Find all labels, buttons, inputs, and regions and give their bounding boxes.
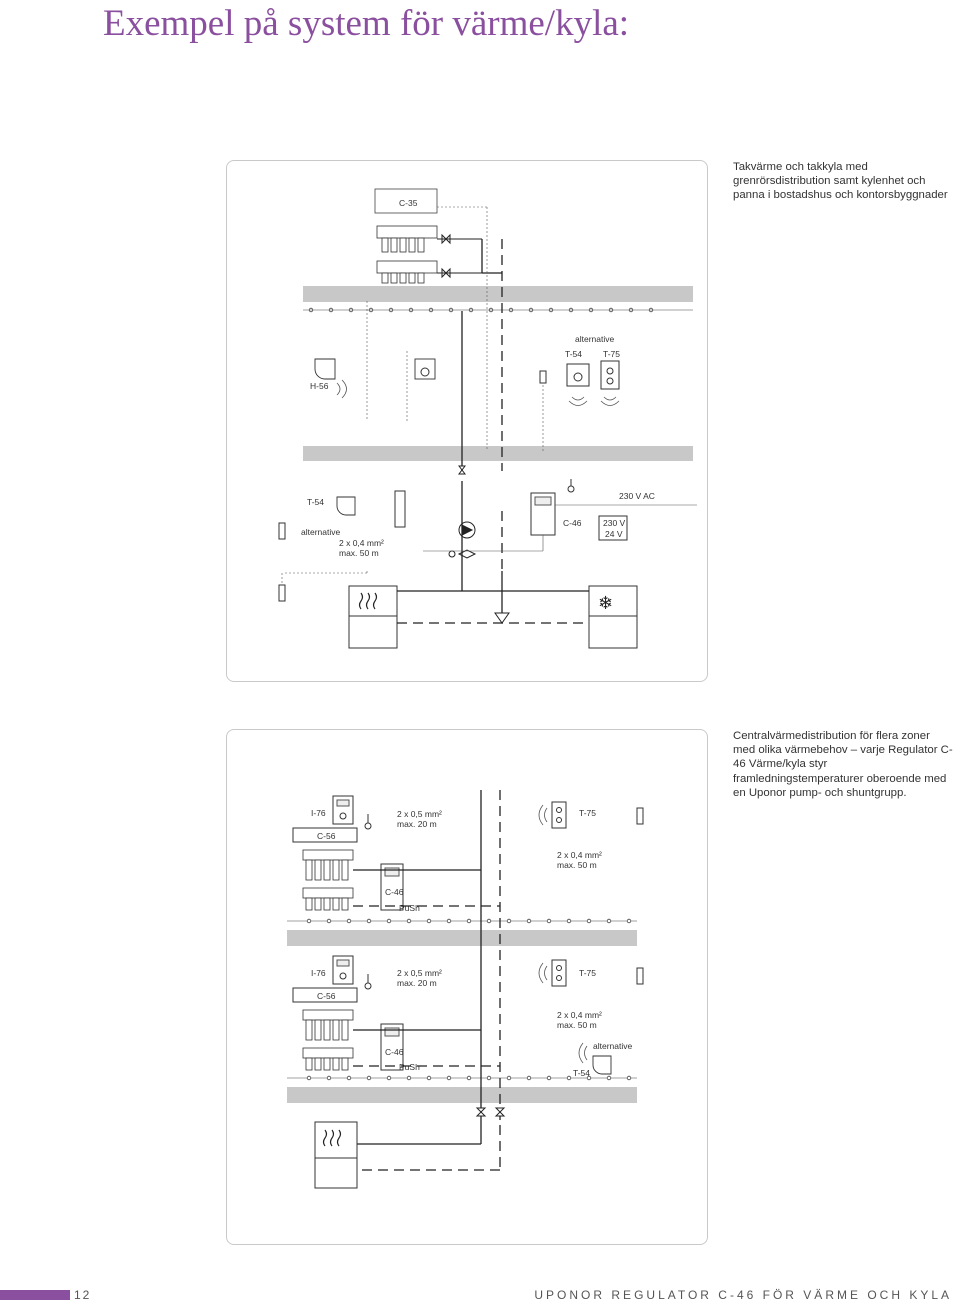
alternative-label-b: alternative: [593, 1041, 633, 1051]
t54-b-sensor-icon: [593, 1056, 611, 1074]
wire05-a2: max. 20 m: [397, 819, 437, 829]
alternative-sensor-icon: [279, 523, 285, 539]
t75-b-icon: [552, 960, 566, 986]
wire04-b1: 2 x 0,4 mm²: [557, 1010, 602, 1020]
t75-label-a: T-75: [579, 808, 597, 818]
24v-label: 24 V: [605, 529, 623, 539]
t75-a-icon: [552, 802, 566, 828]
alternative-label-top: alternative: [575, 334, 615, 344]
t54-mid-sensor-icon: [337, 497, 355, 515]
i76-label-a: I-76: [311, 808, 326, 818]
manifold-upper: [377, 226, 437, 283]
t54-label-b: T-54: [573, 1068, 591, 1078]
t54-label-mid: T-54: [307, 497, 325, 507]
h56-label: H-56: [310, 381, 329, 391]
outdoor-sensor-icon: [568, 486, 574, 492]
push-label-a: PuSh: [399, 903, 420, 913]
i76-label-b: I-76: [311, 968, 326, 978]
manifold-b: [303, 1010, 353, 1070]
wire-spec-1a: 2 x 0,4 mm²: [339, 538, 384, 548]
page-title: Exempel på system för värme/kyla:: [103, 3, 630, 44]
t75-label-top: T-75: [603, 349, 621, 359]
caption-bottom: Centralvärmedistribution för flera zoner med olika värmebehov – varje Regulator C-46 Värme/kyla styr framledningstemperaturer oberoende med en Uponor pump- och shuntgrupp.: [733, 730, 953, 799]
diagram-heating-cooling-svg: [227, 161, 707, 681]
230vac-label: 230 V AC: [619, 491, 655, 501]
h56-sensor-icon: [315, 359, 335, 379]
wire05-b2: max. 20 m: [397, 978, 437, 988]
230v-label: 230 V: [603, 518, 626, 528]
caption-top: Takvärme och takkyla med grenrörsdistribution samt kylenhet och panna i bostadshus och kontorsbyggnader: [733, 161, 948, 202]
c56-label-b: C-56: [317, 991, 336, 1001]
temp-sensor-a-icon: [365, 823, 371, 829]
floor-slab-upper: [303, 286, 693, 302]
t75-thermostat-icon: [601, 361, 619, 389]
lower-sensor-icon: [279, 585, 285, 601]
slab-lower: [287, 1087, 637, 1103]
wire04-a1: 2 x 0,4 mm²: [557, 850, 602, 860]
floor-slab-middle: [303, 446, 693, 461]
alternative-label-mid: alternative: [301, 527, 341, 537]
sensor-small-icon: [540, 371, 546, 383]
c46-label-a: C-46: [385, 887, 404, 897]
snowflake-icon: ❄: [598, 593, 614, 613]
c56-label-a: C-56: [317, 831, 336, 841]
footer-accent-bar: [0, 1290, 70, 1300]
footer-title: UPONOR REGULATOR C-46 FÖR VÄRME OCH KYLA: [534, 1288, 952, 1302]
wire-spec-1b: max. 50 m: [339, 548, 379, 558]
diagram-panel-multizone: [226, 729, 708, 1245]
wire04-b2: max. 50 m: [557, 1020, 597, 1030]
c46-label-b: C-46: [385, 1047, 404, 1057]
slab-upper: [287, 930, 637, 946]
push-label-b: PuSh: [399, 1062, 420, 1072]
t54-thermostat-icon: [567, 364, 589, 386]
temp-sensor-b-icon: [365, 983, 371, 989]
c46-label: C-46: [563, 518, 582, 528]
sensor-a-right-icon: [637, 808, 643, 824]
t54-label-top: T-54: [565, 349, 583, 359]
diagram-multizone-svg: [227, 730, 707, 1244]
supply-sensor-icon: [395, 491, 405, 527]
wire04-a2: max. 50 m: [557, 860, 597, 870]
t75-label-b: T-75: [579, 968, 597, 978]
manifold-a: [303, 850, 353, 910]
mixing-valve-lower-icon: [495, 613, 509, 623]
wire05-b1: 2 x 0,5 mm²: [397, 968, 442, 978]
c35-label: C-35: [399, 198, 418, 208]
sensor-b-right-icon: [637, 968, 643, 984]
page-number: 12: [74, 1288, 92, 1302]
wire05-a1: 2 x 0,5 mm²: [397, 809, 442, 819]
diagram-panel-heating-cooling: [226, 160, 708, 682]
